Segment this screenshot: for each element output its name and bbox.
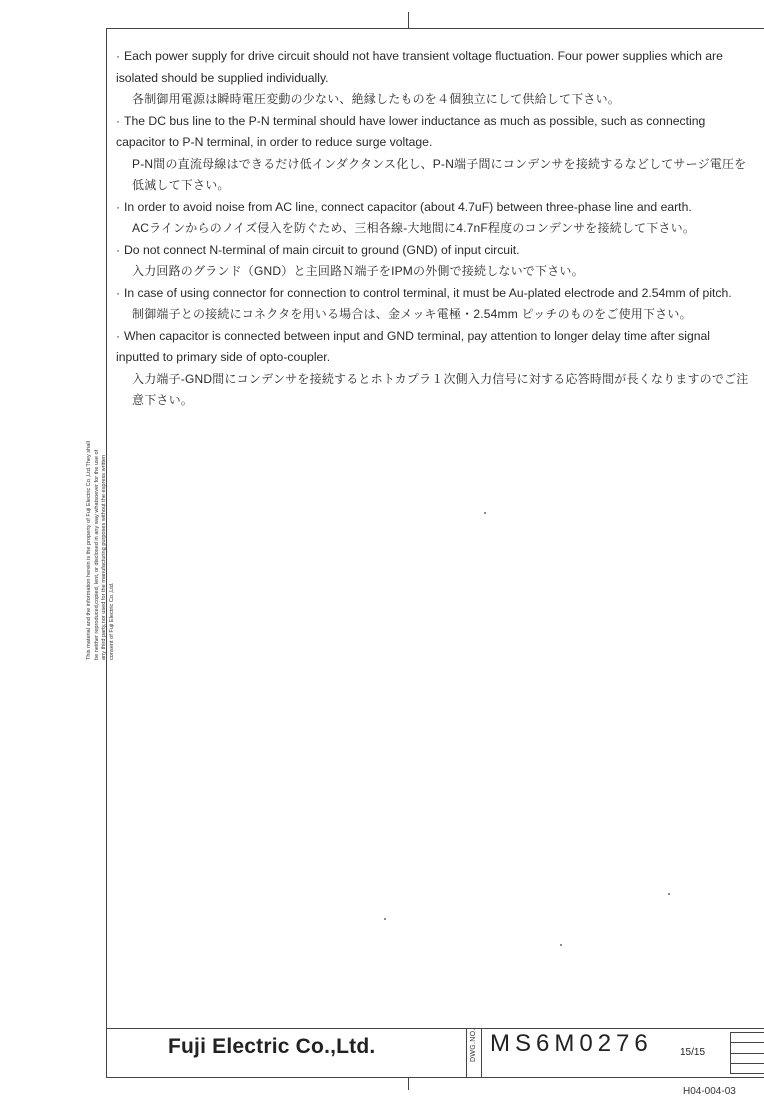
note-ja: 入力端子-GND間にコンデンサを接続するとホトカプラ１次側入力信号に対する応答時間が長くなりますのでご注意下さい。	[132, 371, 749, 407]
revision-grid-line	[730, 1073, 764, 1074]
note-item: · In order to avoid noise from AC line, connect capacitor (about 4.7uF) between three-phase line and earth. ACラインからのノイズ侵入を防ぐため、三相各線-大地間に4.7nF程度のコンデンサを接続して下さい。	[116, 197, 756, 240]
note-en: The DC bus line to the P-N terminal should have lower inductance as much as possible, such as connecting capacitor to P-N terminal, in order to reduce surge voltage.	[116, 113, 706, 149]
note-en: In case of using connector for connection to control terminal, it must be Au-plated electrode and 2.54mm of pitch.	[124, 285, 732, 300]
note-ja: P-N間の直流母線はできるだけ低インダクタンス化し、P-N端子間にコンデンサを接続するなどしてサージ電圧を低減して下さい。	[132, 156, 747, 192]
dwg-divider	[466, 1028, 467, 1078]
note-item: · Do not connect N-terminal of main circuit to ground (GND) of input circuit. 入力回路のグランド（GND）と主回路Ｎ端子をIPMの外側で接続しないで下さい。	[116, 240, 756, 283]
scan-speck	[560, 944, 562, 946]
note-item: · When capacitor is connected between input and GND terminal, pay attention to longer delay time after signal inputted to primary side of opto-coupler. 入力端子-GND間にコンデンサを接続するとホトカプラ１次側入力信号に対する応答時間が長くなりますのでご注意下さい。	[116, 326, 756, 412]
note-item: · In case of using connector for connection to control terminal, it must be Au-plated electrode and 2.54mm of pitch. 制御端子との接続にコネクタを用いる場合は、金メッキ電極・2.54mm ピッチのものをご使用下さい。	[116, 283, 756, 326]
scan-speck	[484, 512, 486, 514]
revision-grid-line	[730, 1063, 764, 1064]
drawing-number: MS6M0276	[490, 1030, 653, 1057]
bottom-center-mark	[408, 1078, 409, 1090]
page-number: 15/15	[680, 1047, 706, 1058]
notes-list	[116, 46, 756, 412]
revision-grid-line	[730, 1042, 764, 1043]
dwg-label: DWG.NO.	[470, 1028, 477, 1062]
note-en: In order to avoid noise from AC line, connect capacitor (about 4.7uF) between three-phase line and earth.	[124, 199, 692, 214]
confidentiality-note: This material and the information herein is the property of Fuji Electric Co.,Ltd.They shall be neither reproduced,copied, lent, or disclosed in any way whatsoever for the use of any third party,nor used for the manufacturing purposes without the express written consent of Fuji Electric Co.,Ltd.	[86, 441, 115, 660]
note-item: · Each power supply for drive circuit should not have transient voltage fluctuation. Four power supplies which are isolated should be supplied individually. 各制御用電源は瞬時電圧変動の少ない、絶縁したものを４個独立にして供給して下さい。	[116, 46, 756, 111]
top-center-mark	[408, 12, 409, 28]
scan-speck	[384, 918, 386, 920]
note-ja: ACラインからのノイズ侵入を防ぐため、三相各線-大地間に4.7nF程度のコンデンサを接続して下さい。	[132, 221, 696, 235]
form-reference: H04-004-03	[683, 1086, 736, 1097]
dwg-divider	[481, 1028, 482, 1078]
note-ja: 制御端子との接続にコネクタを用いる場合は、金メッキ電極・2.54mm ピッチのものをご使用下さい。	[132, 307, 692, 321]
note-ja: 各制御用電源は瞬時電圧変動の少ない、絶縁したものを４個独立にして供給して下さい。	[132, 92, 621, 106]
revision-grid	[730, 1032, 764, 1074]
revision-grid-line	[730, 1032, 764, 1033]
revision-grid-line	[730, 1053, 764, 1054]
note-en: Do not connect N-terminal of main circuit to ground (GND) of input circuit.	[124, 242, 520, 257]
note-item: · The DC bus line to the P-N terminal should have lower inductance as much as possible, such as connecting capacitor to P-N terminal, in order to reduce surge voltage. P-N間の直流母線はできるだけ低インダクタンス化し、P-N端子間にコンデンサを接続するなどしてサージ電圧を低減して下さい。	[116, 111, 756, 197]
note-en: Each power supply for drive circuit should not have transient voltage fluctuation. Four power supplies which are isolated should be supplied individually.	[116, 49, 723, 85]
scan-speck	[668, 893, 670, 895]
note-en: When capacitor is connected between input and GND terminal, pay attention to longer delay time after signal inputted to primary side of opto-coupler.	[116, 328, 711, 364]
company-name: Fuji Electric Co.,Ltd.	[168, 1035, 376, 1058]
footer-divider	[106, 1028, 764, 1029]
note-ja: 入力回路のグランド（GND）と主回路Ｎ端子をIPMの外側で接続しないで下さい。	[132, 264, 584, 278]
